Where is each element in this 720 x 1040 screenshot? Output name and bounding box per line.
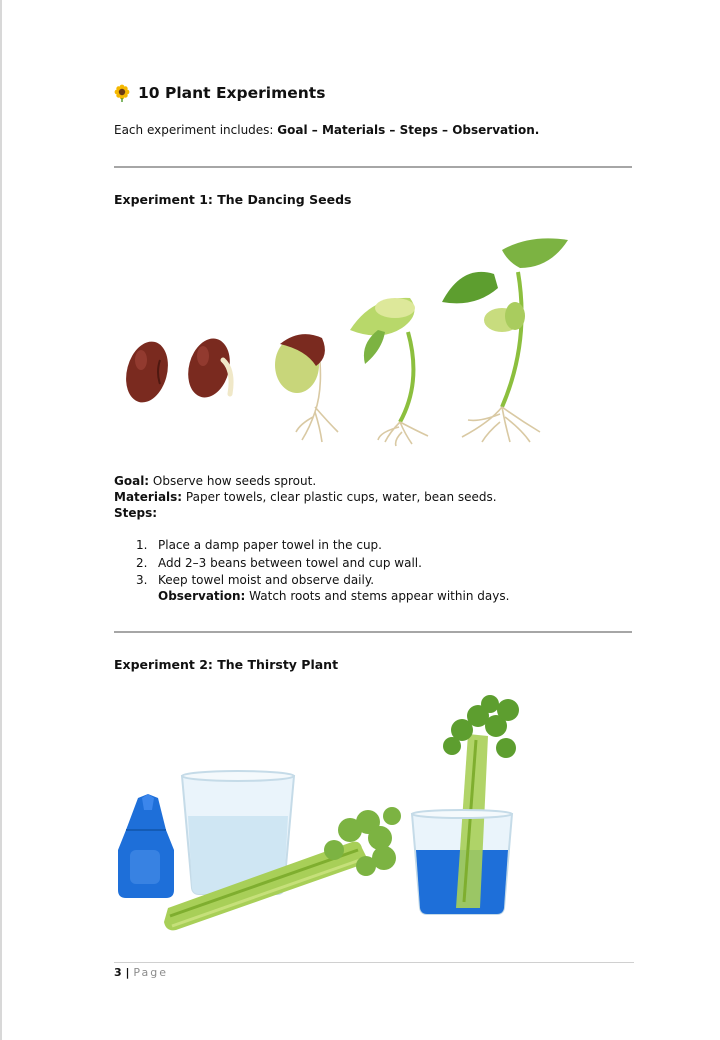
experiment-2-title: Experiment 2: The Thirsty Plant [114,657,339,672]
goal-line [114,473,316,489]
steps-list [136,537,422,590]
goal-label: Goal: [114,474,150,488]
step-item [136,555,422,573]
seedling-young [350,298,428,446]
footer-separator: | [121,966,134,979]
experiment-1-title: Experiment 1: The Dancing Seeds [114,192,352,207]
goal-text: Observe how seeds sprout. [149,474,317,488]
food-coloring-bottle [118,794,174,898]
bean-seed-1 [120,337,175,407]
page-word: Page [133,966,168,979]
step-text: Place a damp paper towel in the cup. [158,538,382,552]
materials-line [114,489,497,505]
step-item [136,537,422,555]
observation-line [158,589,509,603]
observation-text: Watch roots and stems appear within days. [245,589,510,603]
step-number: 1. [136,538,148,552]
bean-sprouting-root [275,334,338,442]
seed-germination-illustration [110,232,580,447]
section-divider [114,166,632,168]
page-number: 3 [114,966,122,979]
step-text: Add 2–3 beans between towel and cup wall. [158,555,422,570]
blue-water-glass [412,695,519,914]
step-text: Keep towel moist and observe daily. [158,573,375,587]
page-footer [114,966,168,979]
document-heading [114,84,325,102]
materials-label: Materials: [114,490,183,504]
section-divider [114,631,632,633]
step-number: 2. [136,555,148,570]
intro-text [114,123,539,137]
bean-seed-2 [182,334,236,402]
page-title: 10 Plant Experiments [138,84,326,102]
materials-text: Paper towels, clear plastic cups, water, bean seeds. [182,490,497,504]
intro-prefix: Each experiment includes: [114,123,278,137]
steps-heading [114,505,157,521]
steps-label: Steps: [114,506,158,520]
intro-bold: Goal – Materials – Steps – Observation. [277,123,540,137]
sunflower-icon [114,84,130,102]
page-edge [0,0,2,1040]
seedling-grown [442,238,568,442]
step-item [136,572,422,590]
observation-label: Observation: [158,589,246,603]
step-number: 3. [136,573,148,587]
footer-divider [114,962,634,963]
thirsty-plant-illustration [112,690,532,940]
